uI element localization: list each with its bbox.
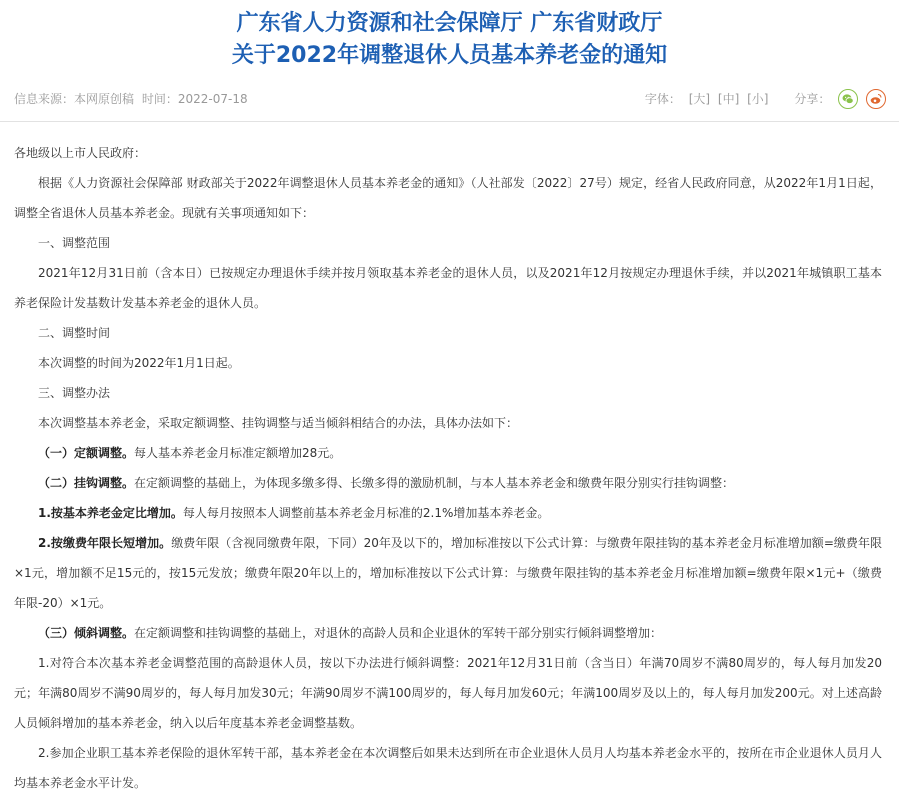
section-3-paragraph: 本次调整基本养老金，采取定额调整、挂钩调整与适当倾斜相结合的办法，具体办法如下： <box>38 416 519 430</box>
intro-paragraph: 根据《人力资源社会保障部 财政部关于2022年调整退休人员基本养老金的通知》（人社部发〔2022〕27号）规定，经省人民政府同意，从2022年1月1日起，调整全省退休人员基本养老金。现就有关事项通知如下： <box>14 176 882 220</box>
item-3-2-paragraph: 2.参加企业职工基本养老保险的退休军转干部，基本养老金在本次调整后如果未达到所在市企业退休人员月人均基本养老金水平的，按所在市企业退休人员月人均基本养老金水平计发。 <box>14 746 882 790</box>
meta-divider <box>0 121 899 122</box>
article-source-info <box>14 88 248 110</box>
item-1-lead: （一）定额调整。 <box>38 446 135 460</box>
item-2-1-paragraph <box>14 498 882 528</box>
wechat-share-icon[interactable] <box>838 89 858 109</box>
item-2-1-lead: 1.按基本养老金定比增加。 <box>38 506 183 520</box>
item-2-2-text: 缴费年限（含视同缴费年限，下同）20年及以下的，增加标准按以下公式计算：与缴费年限挂钩的基本养老金月标准增加额=缴费年限×1元，增加额不足15元的，按15元发放；缴费年限20年以上的，增加标准按以下公式计算：与缴费年限挂钩的基本养老金月标准增加额=缴费年限×1元+（缴费年限-20）×1元。 <box>14 536 882 610</box>
font-size-medium-link[interactable]: [中] <box>717 92 740 106</box>
section-3-heading: 三、调整办法 <box>38 386 111 400</box>
article-tools <box>645 88 886 110</box>
salutation: 各地级以上市人民政府： <box>14 146 147 160</box>
article-body <box>14 138 882 798</box>
item-3-text: 在定额调整和挂钩调整的基础上，对退休的高龄人员和企业退休的军转干部分别实行倾斜调整增加： <box>134 626 663 640</box>
section-1-heading: 一、调整范围 <box>38 236 111 250</box>
item-3-1-paragraph: 1.对符合本次基本养老金调整范围的高龄退休人员，按以下办法进行倾斜调整：2021年12月31日前（含当日）年满70周岁不满80周岁的，每人每月加发20元；年满80周岁不满90周岁的，每人每月加发30元；年满90周岁不满100周岁的，每人每月加发60元；年满100周岁及以上的，每人每月加发200元。对上述高龄人员倾斜增加的基本养老金，纳入以后年度基本养老金调整基数。 <box>14 656 882 730</box>
font-size-label: 字体： <box>644 92 681 106</box>
item-2-2-paragraph <box>14 528 882 618</box>
item-2-text: 在定额调整的基础上，为体现多缴多得、长缴多得的激励机制，与本人基本养老金和缴费年限分别实行挂钩调整： <box>134 476 735 490</box>
item-1-text: 每人基本养老金月标准定额增加28元。 <box>134 446 342 460</box>
item-2-lead: （二）挂钩调整。 <box>38 476 135 490</box>
section-2-heading: 二、调整时间 <box>38 326 111 340</box>
section-1-paragraph: 2021年12月31日前（含本日）已按规定办理退休手续并按月领取基本养老金的退休人员，以及2021年12月按规定办理退休手续，并以2021年城镇职工基本养老保险计发基数计发基本养老金的退休人员。 <box>14 266 882 310</box>
source-label: 信息来源：本网原创稿 <box>14 92 135 106</box>
title-line-2: 关于2022年调整退休人员基本养老金的通知 <box>231 43 668 68</box>
share-label: 分享： <box>794 92 831 106</box>
font-size-small-link[interactable]: [小] <box>747 92 769 106</box>
item-3-lead: （三）倾斜调整。 <box>38 626 135 640</box>
item-2-1-text: 每人每月按照本人调整前基本养老金月标准的2.1%增加基本养老金。 <box>182 506 550 520</box>
publish-time: 时间：2022-07-18 <box>141 92 248 106</box>
article-meta-bar <box>14 88 886 110</box>
article-title <box>0 8 899 72</box>
title-line-1: 广东省人力资源和社会保障厅 广东省财政厅 <box>236 11 663 36</box>
weibo-share-icon[interactable] <box>866 89 886 109</box>
section-2-paragraph: 本次调整的时间为2022年1月1日起。 <box>38 356 240 370</box>
item-2-2-lead: 2.按缴费年限长短增加。 <box>38 536 172 550</box>
font-size-large-link[interactable]: [大] <box>688 92 711 106</box>
item-2-paragraph <box>14 468 882 498</box>
item-3-paragraph <box>14 618 882 648</box>
item-1-paragraph <box>14 438 882 468</box>
